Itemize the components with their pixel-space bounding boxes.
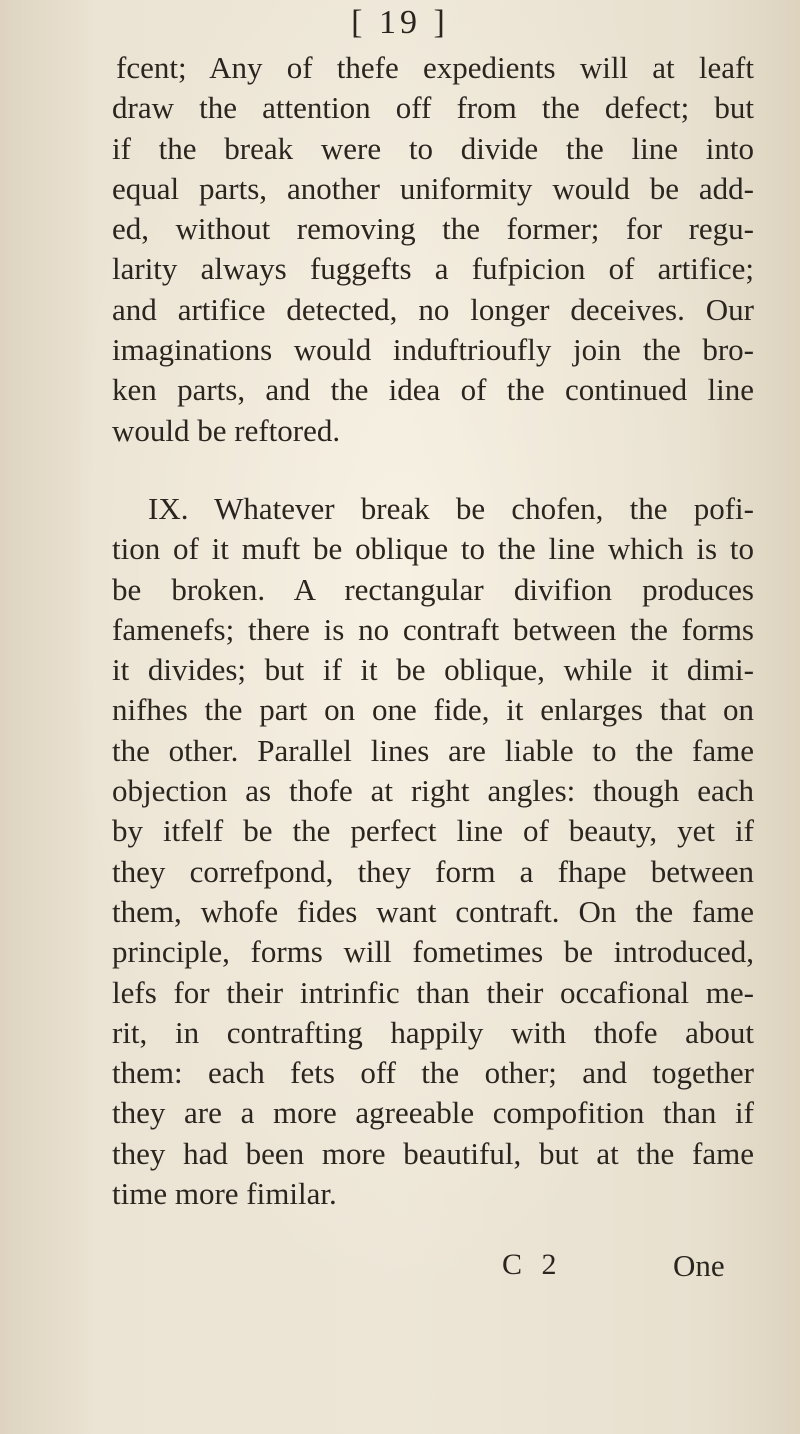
text-line: them: each fets off the other; and together [112, 1055, 754, 1091]
text-line: fcent; Any of thefe expedients will at leaft [116, 50, 754, 85]
text-line: IX. Whatever break be chofen, the pofi- [148, 490, 754, 526]
text-line: it divides; but if it be oblique, while it dimi- [112, 652, 754, 688]
text-line: they correfpond, they form a fhape between [112, 853, 754, 889]
text-line: imaginations would induftrioufly join the bro- [112, 332, 754, 368]
text-line: ed, without removing the former; for regu- [112, 211, 754, 247]
text-line: larity always fuggefts a fufpicion of artifice; [112, 251, 754, 287]
text-line: objection as thofe at right angles: though each [112, 773, 754, 809]
paragraph [112, 48, 754, 451]
text-line: they are a more agreeable compofition than if [112, 1095, 754, 1131]
text-line: and artifice detected, no longer deceives. Our [112, 291, 754, 327]
signature-mark: C 2 [502, 1248, 563, 1281]
page-footer [0, 1248, 800, 1292]
text-line: rit, in contrafting happily with thofe about [112, 1014, 754, 1050]
catchword: One [673, 1248, 725, 1283]
text-line: ken parts, and the idea of the continued line [112, 372, 754, 408]
text-line: principle, forms will fometimes be introduced, [112, 934, 754, 970]
text-line: equal parts, another uniformity would be add- [112, 170, 754, 206]
text-line: lefs for their intrinfic than their occafional me- [112, 974, 754, 1010]
page-number: [ 19 ] [351, 4, 449, 41]
text-line: them, whofe fides want contraft. On the fame [112, 893, 754, 929]
paragraph [112, 489, 754, 1214]
text-line: draw the attention off from the defect; but [112, 90, 754, 126]
text-line: nifhes the part on one fide, it enlarges that on [112, 692, 754, 728]
text-line: the other. Parallel lines are liable to the fame [112, 732, 754, 768]
text-line: famenefs; there is no contraft between the forms [112, 611, 754, 647]
text-line: by itfelf be the perfect line of beauty, yet if [112, 813, 754, 849]
text-line: would be reftored. [112, 412, 341, 448]
text-line: they had been more beautiful, but at the fame [112, 1135, 754, 1171]
body-text [112, 48, 754, 1214]
text-line: time more fimilar. [112, 1176, 337, 1212]
text-line: be broken. A rectangular divifion produces [112, 571, 754, 607]
text-line: if the break were to divide the line into [112, 130, 754, 166]
paragraph-gap [112, 451, 754, 489]
text-line: tion of it muft be oblique to the line which is to [112, 531, 754, 567]
